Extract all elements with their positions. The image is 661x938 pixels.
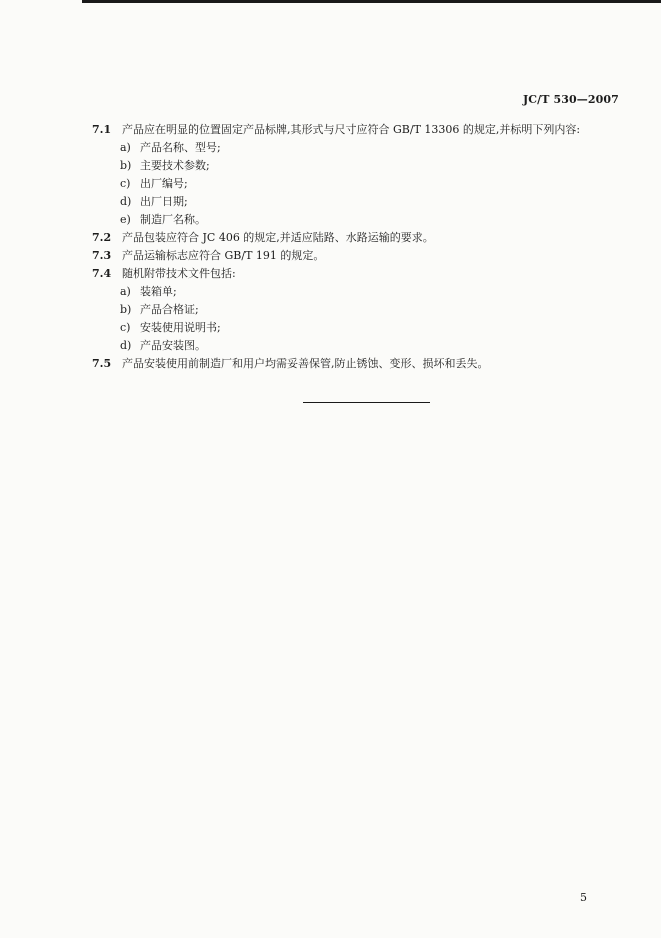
list-item-mark: e) bbox=[120, 213, 131, 226]
list-item bbox=[120, 175, 188, 192]
list-item-mark: a) bbox=[120, 141, 131, 154]
list-item-mark: c) bbox=[120, 321, 131, 334]
clause-text: 产品应在明显的位置固定产品标牌,其形式与尺寸应符合 GB/T 13306 的规定,并标明下列内容: bbox=[122, 123, 581, 136]
clause-7-5 bbox=[92, 355, 489, 372]
clause-number: 7.1 bbox=[92, 123, 112, 136]
top-border-rule bbox=[82, 0, 661, 3]
clause-text: 产品运输标志应符合 GB/T 191 的规定。 bbox=[122, 249, 325, 262]
list-item-mark: c) bbox=[120, 177, 131, 190]
clause-number: 7.4 bbox=[92, 267, 112, 280]
end-of-document-rule bbox=[303, 402, 430, 403]
clause-text: 随机附带技术文件包括: bbox=[122, 267, 236, 280]
list-item-text: 装箱单; bbox=[140, 285, 177, 298]
list-item-mark: b) bbox=[120, 303, 132, 316]
list-item bbox=[120, 211, 206, 228]
clause-7-1 bbox=[92, 121, 580, 138]
list-item-mark: d) bbox=[120, 339, 132, 352]
list-item-text: 出厂日期; bbox=[140, 195, 188, 208]
list-item-text: 产品合格证; bbox=[140, 303, 199, 316]
list-item-text: 主要技术参数; bbox=[140, 159, 210, 172]
list-item bbox=[120, 337, 206, 354]
standard-number: JC/T 530—2007 bbox=[523, 93, 619, 106]
list-item bbox=[120, 193, 188, 210]
list-item-text: 产品名称、型号; bbox=[140, 141, 221, 154]
clause-7-2 bbox=[92, 229, 434, 246]
clause-7-4 bbox=[92, 265, 236, 282]
list-item bbox=[120, 319, 221, 336]
list-item bbox=[120, 157, 210, 174]
list-item bbox=[120, 301, 199, 318]
clause-7-3 bbox=[92, 247, 324, 264]
list-item-text: 产品安装图。 bbox=[140, 339, 206, 352]
list-item bbox=[120, 139, 221, 156]
clause-text: 产品包装应符合 JC 406 的规定,并适应陆路、水路运输的要求。 bbox=[122, 231, 434, 244]
clause-number: 7.5 bbox=[92, 357, 112, 370]
clause-text: 产品安装使用前制造厂和用户均需妥善保管,防止锈蚀、变形、损坏和丢失。 bbox=[122, 357, 489, 370]
clause-number: 7.3 bbox=[92, 249, 112, 262]
list-item-mark: a) bbox=[120, 285, 131, 298]
list-item-mark: d) bbox=[120, 195, 132, 208]
list-item-text: 制造厂名称。 bbox=[140, 213, 206, 226]
list-item-mark: b) bbox=[120, 159, 132, 172]
list-item bbox=[120, 283, 177, 300]
page-number: 5 bbox=[580, 891, 587, 904]
list-item-text: 安装使用说明书; bbox=[140, 321, 221, 334]
list-item-text: 出厂编号; bbox=[140, 177, 188, 190]
clause-number: 7.2 bbox=[92, 231, 112, 244]
